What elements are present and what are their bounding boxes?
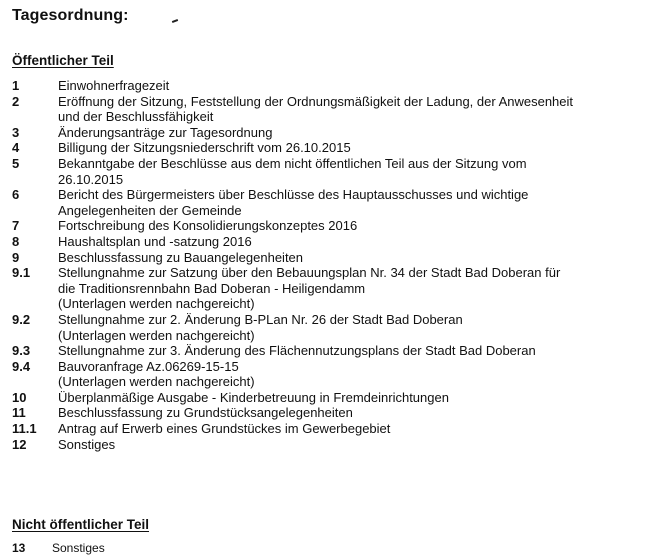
agenda-item-line: Haushaltsplan und -satzung 2016 <box>58 233 252 249</box>
agenda-item <box>12 218 657 234</box>
agenda-item <box>12 140 657 156</box>
agenda-item <box>12 541 657 557</box>
agenda-item-line: Antrag auf Erwerb eines Grundstückes im Gewerbegebiet <box>58 421 391 437</box>
agenda-item-line: (Unterlagen werden nachgereicht) <box>58 374 255 390</box>
agenda-item-number: 1 <box>12 78 20 93</box>
agenda-item-text <box>58 140 657 156</box>
agenda-item-line: Überplanmäßige Ausgabe - Kinderbetreuung in Fremdeinrichtungen <box>58 389 449 405</box>
agenda-item-text <box>58 343 657 359</box>
pen-mark <box>172 19 178 23</box>
agenda-item <box>12 250 657 266</box>
agenda-item-number: 11.1 <box>12 421 37 437</box>
agenda-item <box>12 421 657 437</box>
agenda-item-number: 11 <box>12 405 26 421</box>
agenda-item-line: Stellungnahme zur 3. Änderung des Flächennutzungsplans der Stadt Bad Doberan <box>58 343 536 359</box>
agenda-item-line: (Unterlagen werden nachgereicht) <box>58 327 255 343</box>
agenda-item-text <box>58 359 657 390</box>
agenda-item-number: 8 <box>12 233 20 249</box>
agenda-item-text <box>58 94 657 125</box>
agenda-item-line: die Traditionsrennbahn Bad Doberan - Heiligendamm <box>58 280 366 296</box>
agenda-item <box>12 312 657 343</box>
agenda-item <box>12 94 657 125</box>
agenda-item-number: 3 <box>12 124 20 140</box>
agenda-item-line: Bekanntgabe der Beschlüsse aus dem nicht öffentlichen Teil aus der Sitzung vom <box>58 155 527 171</box>
agenda-item-text <box>58 156 657 187</box>
agenda-item-text <box>58 421 657 437</box>
agenda-item-line: Stellungnahme zur Satzung über den Bebauungsplan Nr. 34 der Stadt Bad Doberan für <box>58 265 561 281</box>
agenda-item-text <box>58 125 657 141</box>
agenda-item-line: Sonstiges <box>58 436 116 452</box>
agenda-item-line: Fortschreibung des Konsolidierungskonzeptes 2016 <box>58 218 358 234</box>
agenda-item <box>12 405 657 421</box>
agenda-item <box>12 390 657 406</box>
agenda-item <box>12 437 657 453</box>
agenda-item-line: Beschlussfassung zu Grundstücksangelegenheiten <box>58 405 353 421</box>
agenda-item-line: Sonstiges <box>52 541 105 555</box>
agenda-item-number: 6 <box>12 187 20 203</box>
agenda-item <box>12 343 657 359</box>
agenda-item-text <box>58 218 657 234</box>
agenda-item-text <box>58 405 657 421</box>
agenda-item-text <box>52 541 657 557</box>
agenda-item-text <box>58 437 657 453</box>
agenda-item-number: 7 <box>12 218 20 234</box>
agenda-item-number: 9.4 <box>12 358 31 374</box>
document-title: Tagesordnung: <box>12 7 129 24</box>
public-section-heading: Öffentlicher Teil <box>12 53 114 68</box>
agenda-item-number: 4 <box>12 140 20 156</box>
agenda-item-text <box>58 250 657 266</box>
public-agenda-list <box>12 78 657 452</box>
agenda-item <box>12 156 657 187</box>
agenda-item-line: und der Beschlussfähigkeit <box>58 109 214 125</box>
agenda-item-line: Stellungnahme zur 2. Änderung B-PLan Nr. 26 der Stadt Bad Doberan <box>58 311 463 327</box>
agenda-item-text <box>58 312 657 343</box>
agenda-item-line: Änderungsanträge zur Tagesordnung <box>58 124 273 140</box>
agenda-item-line: (Unterlagen werden nachgereicht) <box>58 296 255 312</box>
agenda-item-number: 12 <box>12 436 27 452</box>
agenda-item-text <box>58 78 657 94</box>
agenda-item <box>12 125 657 141</box>
agenda-item-number: 5 <box>12 155 20 171</box>
agenda-item-text <box>58 265 657 312</box>
agenda-item-number: 9 <box>12 249 20 265</box>
agenda-item-number: 13 <box>12 541 26 555</box>
agenda-item <box>12 359 657 390</box>
private-agenda-list <box>12 541 657 557</box>
agenda-item-number: 9.2 <box>12 311 31 327</box>
agenda-item-line: Angelegenheiten der Gemeinde <box>58 202 242 218</box>
agenda-item-number: 9.3 <box>12 343 31 359</box>
agenda-item-line: Eröffnung der Sitzung, Feststellung der Ordnungsmäßigkeit der Ladung, der Anwesenheit <box>58 93 574 109</box>
private-section-heading: Nicht öffentlicher Teil <box>12 517 150 532</box>
agenda-item <box>12 78 657 94</box>
agenda-item-text <box>58 234 657 250</box>
agenda-item <box>12 234 657 250</box>
agenda-item-line: Einwohnerfragezeit <box>58 78 170 93</box>
agenda-item-number: 9.1 <box>12 265 31 281</box>
agenda-item <box>12 187 657 218</box>
agenda-item-text <box>58 390 657 406</box>
agenda-item-line: Billigung der Sitzungsniederschrift vom 26.10.2015 <box>58 140 351 156</box>
agenda-item-line: Bericht des Bürgermeisters über Beschlüsse des Hauptausschusses und wichtige <box>58 187 529 203</box>
agenda-item-number: 2 <box>12 93 20 109</box>
agenda-item-line: Beschlussfassung zu Bauangelegenheiten <box>58 249 304 265</box>
agenda-item-line: Bauvoranfrage Az.06269-15-15 <box>58 358 239 374</box>
agenda-item-text <box>58 187 657 218</box>
agenda-item-number: 10 <box>12 389 27 405</box>
agenda-item <box>12 265 657 312</box>
agenda-item-line: 26.10.2015 <box>58 171 124 187</box>
